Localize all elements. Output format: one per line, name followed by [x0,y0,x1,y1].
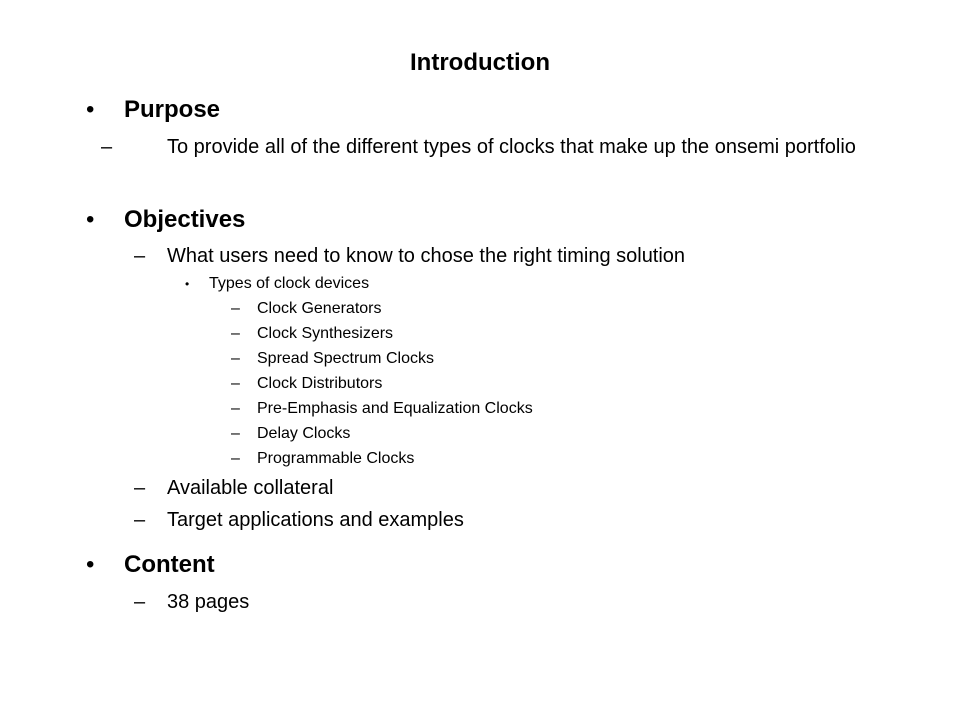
objectives-item [134,475,333,501]
dash-marker: – [101,136,113,158]
clock-type-item [231,373,382,395]
clock-type-item [231,348,434,370]
clock-types-bullet [185,273,369,295]
purpose-item-text: To provide all of the different types of clocks that make up the onsemi portfolio [167,136,856,158]
clock-type-text: Clock Synthesizers [257,325,394,342]
objectives-item-text: What users need to know to chose the right timing solution [167,245,686,267]
objectives-item [134,507,464,533]
clock-types-text: Types of clock devices [209,275,370,292]
dash-marker: – [231,375,240,392]
dash-marker: – [231,300,240,317]
clock-type-text: Clock Distributors [257,375,383,392]
clock-type-item [231,298,382,320]
bullet-marker: • [86,551,95,578]
dash-marker: – [134,509,146,531]
dash-marker: – [134,591,146,613]
clock-type-item [231,423,350,445]
dash-marker: – [231,350,240,367]
content-item-text: 38 pages [167,591,250,613]
section-heading-text: Objectives [124,206,246,233]
content-item [134,589,249,615]
section-heading-objectives [86,204,245,236]
clock-type-text: Delay Clocks [257,425,351,442]
clock-type-item [231,448,414,470]
objectives-item-text: Target applications and examples [167,509,464,531]
bullet-marker: • [86,206,95,233]
clock-type-text: Pre-Emphasis and Equalization Clocks [257,400,533,417]
clock-type-text: Spread Spectrum Clocks [257,350,434,367]
dash-marker: – [231,400,240,417]
objectives-item [134,243,685,269]
objectives-item-text: Available collateral [167,477,334,499]
section-heading-text: Purpose [124,96,221,123]
bullet-marker: • [86,96,95,123]
clock-type-item [231,323,393,345]
purpose-item [101,134,867,160]
section-heading-purpose [86,94,220,126]
dash-marker: – [231,450,240,467]
dash-marker: – [231,425,240,442]
clock-type-text: Programmable Clocks [257,450,415,467]
clock-type-text: Clock Generators [257,300,382,317]
clock-type-item [231,398,533,420]
slide-title: Introduction [410,49,550,76]
section-heading-text: Content [124,551,215,578]
dash-marker: – [134,245,146,267]
dash-marker: – [134,477,146,499]
bullet-marker: • [185,277,190,291]
section-heading-content [86,549,215,581]
dash-marker: – [231,325,240,342]
